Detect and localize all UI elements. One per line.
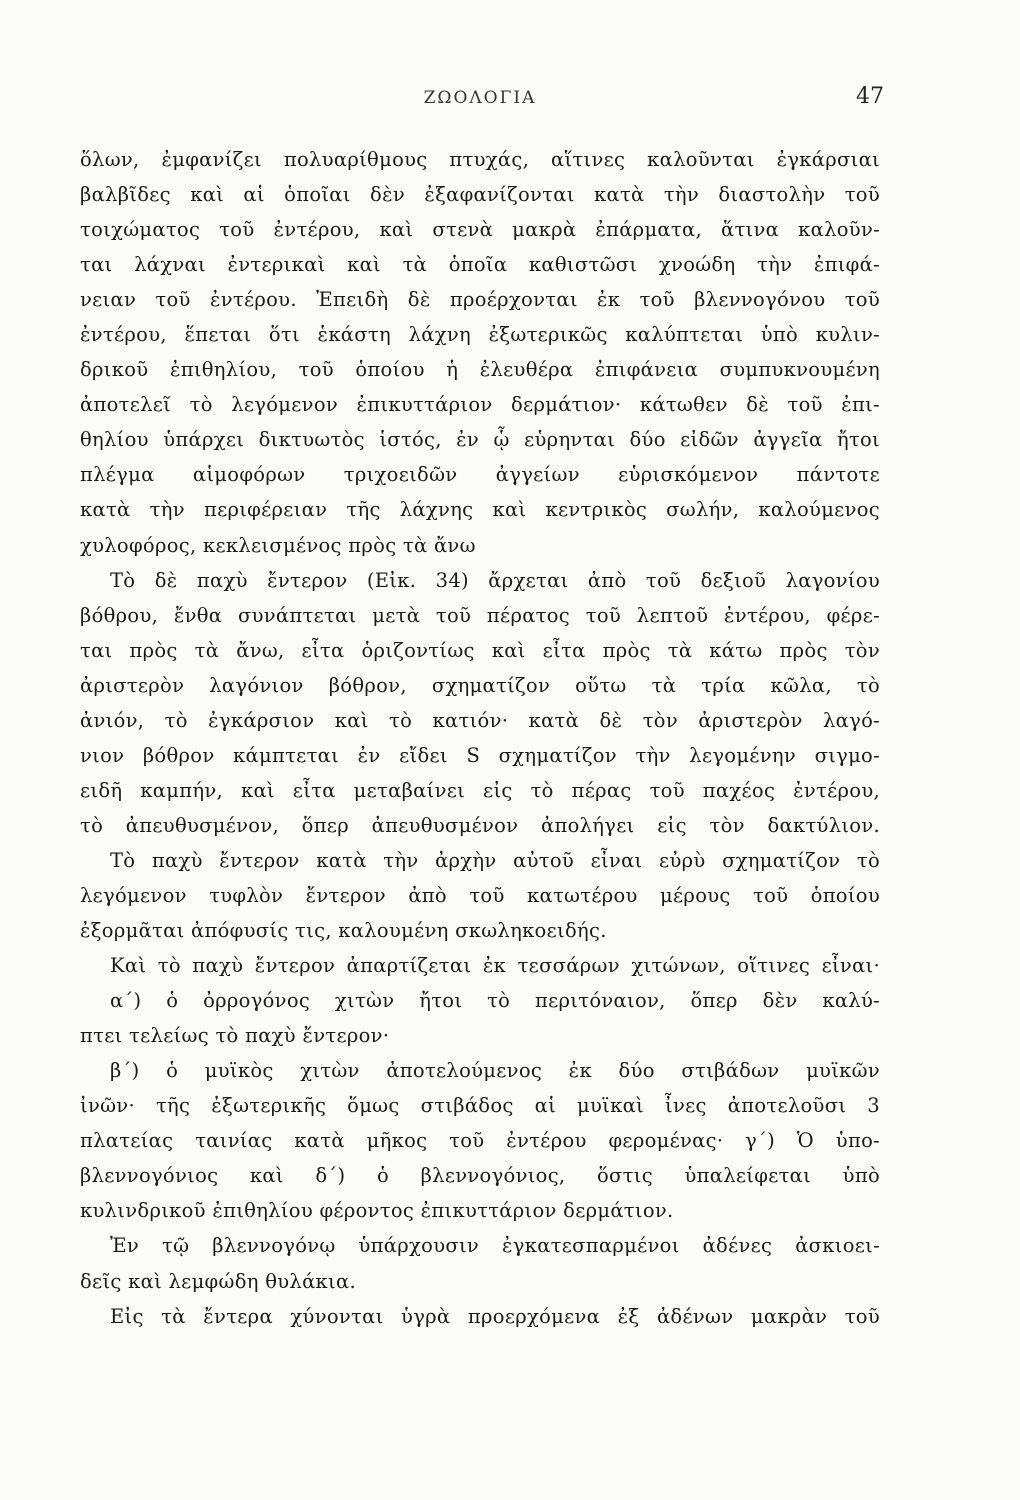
text-line: β΄) ὁ μυϊκὸς χιτὼν ἀποτελούμενος ἐκ δύο στιβάδων μυϊκῶν: [110, 1059, 880, 1083]
text-line: Τὸ παχὺ ἔντερον κατὰ τὴν ἀρχὴν αὐτοῦ εἶναι εὐρὺ σχηματίζον τὸ: [110, 848, 880, 872]
text-line: δεῖς καὶ λεμφώδη θυλάκια.: [80, 1269, 356, 1293]
text-line: ται λάχναι ἐντερικαὶ καὶ τὰ ὁποῖα καθιστῶσι χνοώδη τὴν ἐπιφά-: [80, 253, 880, 277]
page-number: 47: [856, 84, 884, 109]
text-line: Εἰς τὰ ἔντερα χύνονται ὑγρὰ προερχόμενα ἐξ ἀδένων μακρὰν τοῦ: [110, 1304, 880, 1328]
text-line: ἀποτελεῖ τὸ λεγόμενον ἐπικυττάριον δερμάτιον· κάτωθεν δὲ τοῦ ἐπι-: [80, 393, 880, 417]
text-line: νιον βόθρον κάμπτεται ἐν εἴδει S σχηματίζον τὴν λεγομένην σιγμο-: [80, 743, 880, 767]
text-line: κυλινδρικοῦ ἐπιθηλίου φέροντος ἐπικυττάριον δερμάτιον.: [80, 1199, 674, 1223]
text-line: ἐξορμᾶται ἀπόφυσίς τις, καλουμένη σκωληκοειδής.: [80, 919, 607, 943]
running-title: ΖΩΟΛΟΓΙΑ: [423, 88, 537, 108]
text-line: ἀριστερὸν λαγόνιον βόθρον, σχηματίζον οὕτω τὰ τρία κῶλα, τὸ: [80, 673, 880, 697]
text-line: α΄) ὁ ὀρρογόνος χιτὼν ἤτοι τὸ περιτόναιον, ὅπερ δὲν καλύ-: [110, 989, 880, 1013]
text-line: κατὰ τὴν περιφέρειαν τῆς λάχνης καὶ κεντρικὸς σωλήν, καλούμενος: [80, 498, 880, 522]
text-line: βόθρου, ἔνθα συνάπτεται μετὰ τοῦ πέρατος τοῦ λεπτοῦ ἐντέρου, φέρε-: [80, 603, 880, 627]
text-line: τὸ ἀπευθυσμένον, ὅπερ ἀπευθυσμένον ἀπολήγει εἰς τὸν δακτύλιον.: [80, 813, 880, 837]
text-line: θηλίου ὑπάρχει δικτυωτὸς ἱστός, ἐν ᾧ εὑρηνται δύο εἰδῶν ἀγγεῖα ἤτοι: [80, 428, 880, 452]
body-text: [80, 142, 880, 1334]
text-line: δρικοῦ ἐπιθηλίου, τοῦ ὁποίου ἡ ἐλευθέρα ἐπιφάνεια συμπυκνουμένη: [80, 358, 880, 382]
text-line: ἐντέρου, ἕπεται ὅτι ἑκάστη λάχνη ἐξωτερικῶς καλύπτεται ὑπὸ κυλιν-: [80, 323, 880, 347]
text-line: βλεννογόνιος καὶ δ΄) ὁ βλεννογόνιος, ὅστις ὑπαλείφεται ὑπὸ: [80, 1164, 880, 1188]
text-line: χυλοφόρος, κεκλεισμένος πρὸς τὰ ἄνω: [80, 533, 476, 557]
text-line: πλατείας ταινίας κατὰ μῆκος τοῦ ἐντέρου φερομένας· γ΄) Ὁ ὑπο-: [80, 1129, 880, 1153]
text-line: πτει τελείως τὸ παχὺ ἔντερον·: [80, 1024, 390, 1048]
text-line: ἀνιόν, τὸ ἐγκάρσιον καὶ τὸ κατιόν· κατὰ δὲ τὸν ἀριστερὸν λαγό-: [80, 708, 880, 732]
text-line: νειαν τοῦ ἐντέρου. Ἐπειδὴ δὲ προέρχονται ἐκ τοῦ βλεννογόνου τοῦ: [80, 288, 880, 312]
text-line: βαλβῖδες καὶ αἱ ὁποῖαι δὲν ἐξαφανίζονται κατὰ τὴν διαστολὴν τοῦ: [80, 183, 880, 207]
text-line: Ἐν τῷ βλεννογόνῳ ὑπάρχουσιν ἐγκατεσπαρμένοι ἀδένες ἀσκιοει-: [110, 1234, 880, 1258]
text-line: ὅλων, ἐμφανίζει πολυαρίθμους πτυχάς, αἵτινες καλοῦνται ἐγκάρσιαι: [80, 148, 880, 171]
running-head: [80, 84, 884, 116]
text-line: ἰνῶν· τῆς ἐξωτερικῆς ὅμως στιβάδος αἱ μυϊκαὶ ἶνες ἀποτελοῦσι 3: [80, 1094, 880, 1118]
text-line: ειδῆ καμπήν, καὶ εἶτα μεταβαίνει εἰς τὸ πέρας τοῦ παχέος ἐντέρου,: [80, 778, 880, 802]
text-line: τοιχώματος τοῦ ἐντέρου, καὶ στενὰ μακρὰ ἐπάρματα, ἅτινα καλοῦν-: [80, 218, 880, 242]
text-line: λεγόμενον τυφλὸν ἔντερον ἀπὸ τοῦ κατωτέρου μέρους τοῦ ὁποίου: [80, 883, 880, 907]
text-line: Καὶ τὸ παχὺ ἔντερον ἀπαρτίζεται ἐκ τεσσάρων χιτώνων, οἵτινες εἶναι·: [110, 954, 880, 978]
text-line: ται πρὸς τὰ ἄνω, εἶτα ὁριζοντίως καὶ εἶτα πρὸς τὰ κάτω πρὸς τὸν: [80, 638, 880, 662]
text-line: πλέγμα αἱμοφόρων τριχοειδῶν ἀγγείων εὑρισκόμενον πάντοτε: [80, 463, 880, 487]
text-line: Τὸ δὲ παχὺ ἔντερον (Εἰκ. 34) ἄρχεται ἀπὸ τοῦ δεξιοῦ λαγονίου: [110, 568, 880, 592]
